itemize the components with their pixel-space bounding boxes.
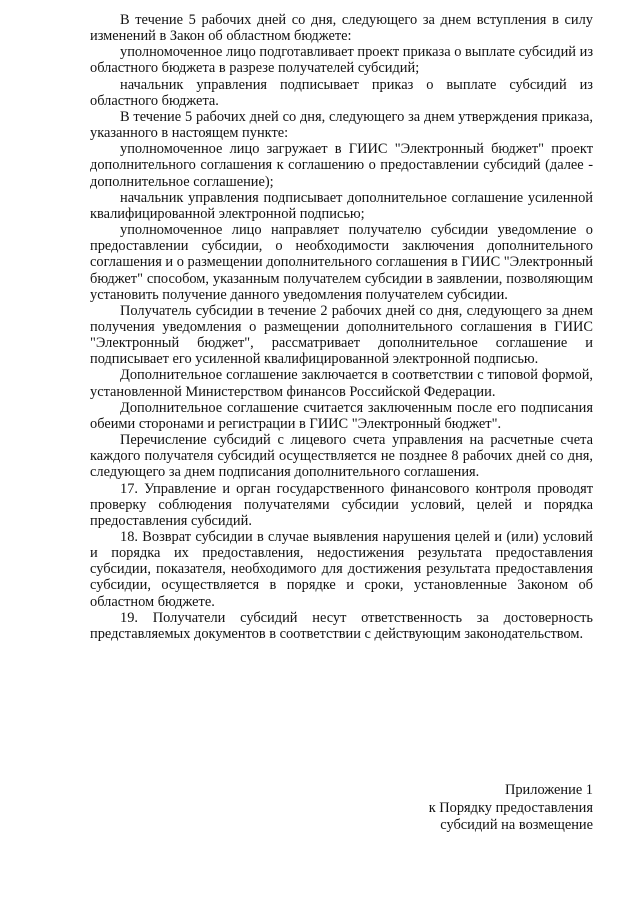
appendix-subtitle-line: к Порядку предоставления — [428, 799, 593, 816]
paragraph: уполномоченное лицо загружает в ГИИС "Электронный бюджет" проект дополнительного соглашения к соглашению о предоставлении субсидий (далее - дополнительное соглашение); — [90, 141, 593, 190]
appendix-title: Приложение 1 — [504, 782, 593, 798]
paragraph: уполномоченное лицо подготавливает проект приказа о выплате субсидий из областного бюджета в разрезе получателей субсидий; — [90, 44, 593, 77]
paragraph: В течение 5 рабочих дней со дня, следующего за днем вступления в силу изменений в Закон об областном бюджете: — [90, 12, 593, 45]
paragraph: начальник управления подписывает дополнительное соглашение усиленной квалифицированной электронной подписью; — [90, 189, 593, 222]
paragraph: начальник управления подписывает приказ о выплате субсидий из областного бюджета. — [90, 76, 593, 109]
paragraph: 19. Получатели субсидий несут ответственность за достоверность представляемых документов в соответствии с действующим законодательством. — [90, 609, 593, 642]
paragraph: Дополнительное соглашение считается заключенным после его подписания обеими сторонами и регистрации в ГИИС "Электронный бюджет". — [90, 399, 593, 432]
appendix-header — [333, 782, 593, 835]
paragraph: Дополнительное соглашение заключается в соответствии с типовой формой, установленной Министерством финансов Российской Федерации. — [90, 367, 593, 400]
paragraph: уполномоченное лицо направляет получателю субсидии уведомление о предоставлении субсидии, о необходимости заключения дополнительного соглашения и о размещении дополнительного соглашения в ГИИС "Электронный бюджет" способом, указанным получателем субсидии в заявлении, позволяющим установить получение данного уведомления получателем субсидии. — [90, 222, 593, 303]
paragraph: Получатель субсидии в течение 2 рабочих дней со дня, следующего за днем получения уведомления о размещении дополнительного соглашения в ГИИС "Электронный бюджет", рассматривает дополнительное соглашение и подписывает его усиленной квалифицированной электронной подписью. — [90, 302, 593, 368]
appendix-subtitle-line: субсидий на возмещение — [440, 817, 593, 833]
document-body — [90, 12, 593, 642]
paragraph: В течение 5 рабочих дней со дня, следующего за днем утверждения приказа, указанного в настоящем пункте: — [90, 108, 593, 142]
paragraph: 18. Возврат субсидии в случае выявления нарушения целей и (или) условий и порядка их предоставления, недостижения результата предоставления субсидии, показателя, необходимого для достижения результата предоставления субсидии, осуществляется в порядке и сроки, установленные Законом об областном бюджете. — [90, 529, 593, 610]
paragraph: 17. Управление и орган государственного финансового контроля проводят проверку соблюдения получателями субсидии условий, целей и порядка предоставления субсидий. — [90, 480, 593, 529]
paragraph: Перечисление субсидий с лицевого счета управления на расчетные счета каждого получателя субсидий осуществляется не позднее 8 рабочих дней со дня, следующего за днем подписания дополнительного соглашения. — [90, 432, 593, 481]
